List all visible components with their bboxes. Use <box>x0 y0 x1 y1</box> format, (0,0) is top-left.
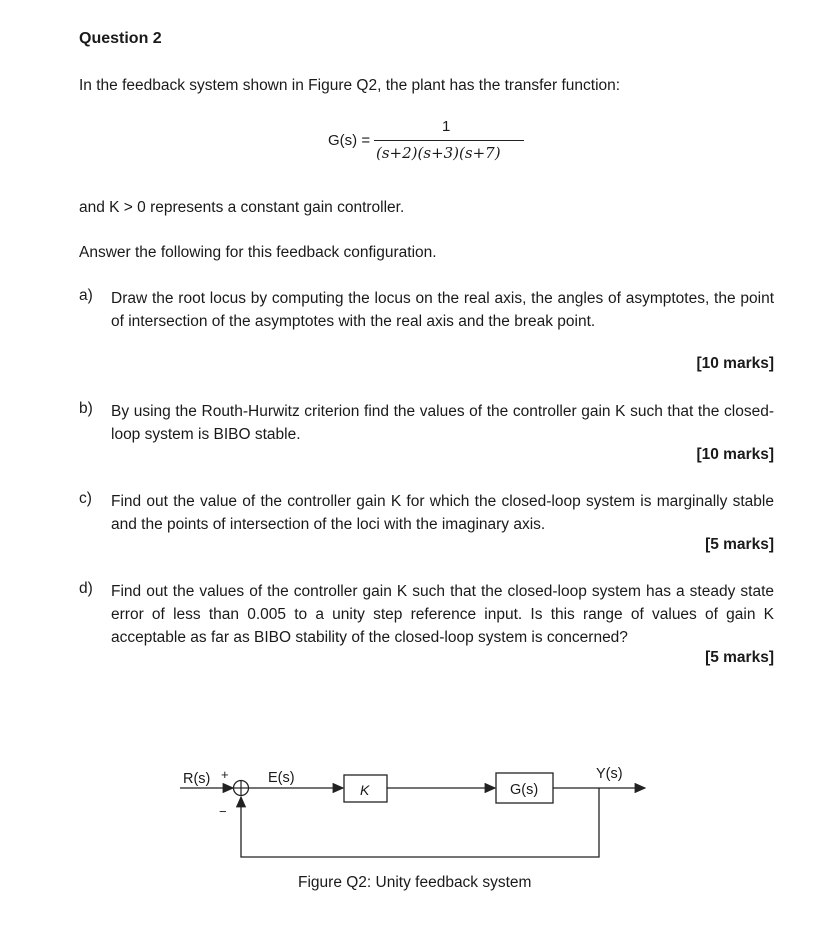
part-c-label: c) <box>79 490 92 507</box>
part-a-label: a) <box>79 287 93 304</box>
output-label: Y(s) <box>596 766 623 782</box>
part-b-text: By using the Routh-Hurwitz criterion find the values of the controller gain K such that the closed-loop system is BIBO stable. <box>111 403 774 443</box>
input-label: R(s) <box>183 771 211 787</box>
minus-sign: − <box>219 804 227 819</box>
part-d-text: Find out the values of the controller gain K such that the closed-loop system has a steady state error of less than 0.005 to a unity step reference input. Is this range of values of gain K acceptable as far as BIBO stability of the closed-loop system is concerned? <box>111 583 774 646</box>
question-title: Question 2 <box>79 30 162 47</box>
block-diagram <box>0 740 828 870</box>
transfer-function <box>328 118 528 174</box>
part-b-label: b) <box>79 400 93 417</box>
part-c-text: Find out the value of the controller gain K for which the closed-loop system is marginally stable and the points of intersection of the loci with the imaginary axis. <box>111 493 774 533</box>
part-d-marks: [5 marks] <box>705 649 774 666</box>
equation-lhs: G(s) = <box>328 132 371 149</box>
answer-prompt: Answer the following for this feedback configuration. <box>79 244 437 261</box>
fraction-bar <box>374 140 524 141</box>
intro-text: In the feedback system shown in Figure Q2, the plant has the transfer function: <box>79 77 621 94</box>
equation-denominator: (s+2)(s+3)(s+7) <box>376 144 501 162</box>
figure-caption: Figure Q2: Unity feedback system <box>298 874 532 891</box>
controller-label: K <box>360 782 370 798</box>
error-label: E(s) <box>268 770 295 786</box>
part-a-marks: [10 marks] <box>696 355 774 372</box>
part-d-label: d) <box>79 580 93 597</box>
part-b-marks: [10 marks] <box>696 446 774 463</box>
part-c-marks: [5 marks] <box>705 536 774 553</box>
plant-label: G(s) <box>510 782 539 798</box>
equation-numerator: 1 <box>442 118 451 135</box>
plus-sign: + <box>221 767 229 782</box>
part-a-text: Draw the root locus by computing the locus on the real axis, the angles of asymptotes, the point of intersection of the asymptotes with the real axis and the break point. <box>111 290 774 330</box>
summing-junction <box>234 781 249 796</box>
gain-description: and K > 0 represents a constant gain controller. <box>79 199 405 216</box>
